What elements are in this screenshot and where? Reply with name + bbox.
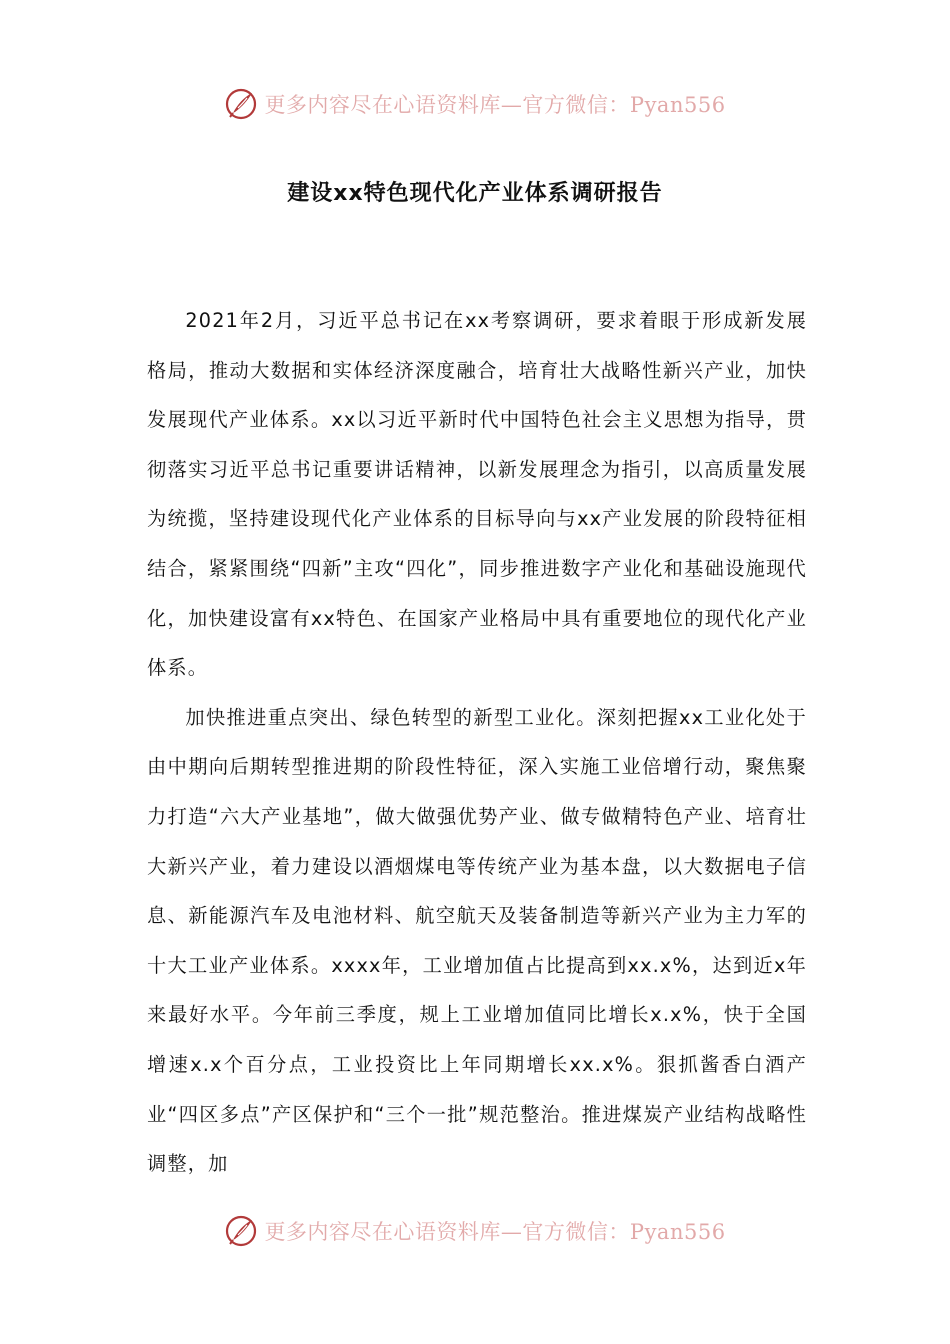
- paragraph-industrialization: 加快推进重点突出、绿色转型的新型工业化。深刻把握xx工业化处于由中期向后期转型推进期的阶段性特征，深入实施工业倍增行动，聚焦聚力打造“六大产业基地”，做大做强优势产业、做专做精特色产业、培育壮大新兴产业，着力建设以酒烟煤电等传统产业为基本盘，以大数据电子信息、新能源汽车及电池材料、航空航天及装备制造等新兴产业为主力军的十大工业产业体系。xxxx年，工业增加值占比提高到xx.x%，达到近x年来最好水平。今年前三季度，规上工业增加值同比增长x.x%，快于全国增速x.x个百分点，工业投资比上年同期增长xx.x%。狠抓酱香白酒产业“四区多点”产区保护和“三个一批”规范整治。推进煤炭产业结构战略性调整，加: [147, 705, 807, 1176]
- quill-pen-logo-icon: [224, 1214, 258, 1248]
- watermark-header: [0, 84, 950, 124]
- document-title: 建设xx特色现代化产业体系调研报告: [287, 181, 663, 206]
- paragraph-intro: 2021年2月，习近平总书记在xx考察调研，要求着眼于形成新发展格局，推动大数据和实体经济深度融合，培育壮大战略性新兴产业，加快发展现代产业体系。xx以习近平新时代中国特色社会主义思想为指导，贯彻落实习近平总书记重要讲话精神，以新发展理念为指引，以高质量发展为统揽，坚持建设现代化产业体系的目标导向与xx产业发展的阶段特征相结合，紧紧围绕“四新”主攻“四化”，同步推进数字产业化和基础设施现代化，加快建设富有xx特色、在国家产业格局中具有重要地位的现代化产业体系。: [147, 309, 807, 680]
- watermark-text: 更多内容尽在心语资料库—官方微信：Pyan556: [264, 93, 726, 117]
- document-body: [147, 296, 807, 1189]
- watermark-text: 更多内容尽在心语资料库—官方微信：Pyan556: [264, 1220, 726, 1244]
- quill-pen-logo-icon: [224, 87, 258, 121]
- watermark-footer: [0, 1211, 950, 1251]
